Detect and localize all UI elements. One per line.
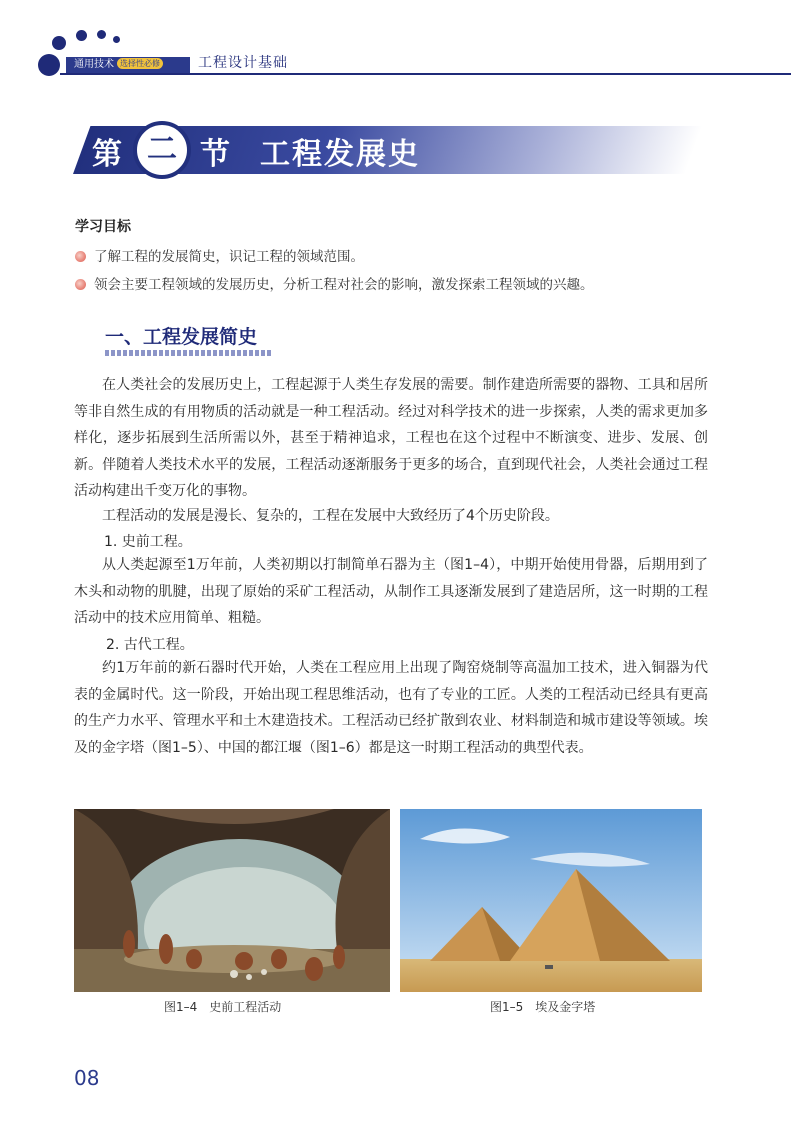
header-book-label: 通用技术 选择性必修 [66, 57, 190, 73]
figure-caption: 图1–5 埃及金字塔 [490, 1000, 596, 1014]
header-rule [60, 73, 791, 75]
header-dot [76, 30, 87, 41]
pyramids-photo [400, 809, 702, 992]
figure-pyramids [400, 809, 702, 992]
bullet-icon [75, 251, 86, 262]
header-dot-large [38, 54, 60, 76]
figure-prehistoric-cave [74, 809, 390, 992]
stage-heading: 2. 古代工程。 [106, 637, 194, 653]
cave-illustration [74, 809, 390, 992]
page-number: 08 [74, 1066, 100, 1090]
header-sub-badge: 选择性必修 [117, 58, 163, 69]
goal-item: 了解工程的发展简史，识记工程的领域范围。 [75, 245, 364, 265]
goal-item: 领会主要工程领域的发展历史，分析工程对社会的影响，激发探索工程领域的兴趣。 [75, 273, 594, 293]
section-number: 二 [147, 132, 177, 167]
subsection-title: 一、工程发展简史 [105, 326, 258, 348]
bullet-icon [75, 279, 86, 290]
section-title: 工程发展史 [260, 137, 420, 172]
paragraph: 约1万年前的新石器时代开始，人类在工程应用上出现了陶窑烧制等高温加工技术，进入铜器为代表的金属时代。这一阶段，开始出现工程思维活动，也有了专业的工匠。人类的工程活动已经具有更高的生产力水平、管理水平和土木建造技术。工程活动已经扩散到农业、材料制造和城市建设等领域。埃及的金字塔（图1–5）、中国的都江堰（图1–6）都是这一时期工程活动的典型代表。 [74, 660, 708, 756]
header-dot [113, 36, 120, 43]
section-number-circle [133, 121, 191, 179]
paragraph: 工程活动的发展是漫长、复杂的，工程在发展中大致经历了4个历史阶段。 [102, 508, 559, 524]
header-chapter-title: 工程设计基础 [198, 55, 288, 71]
header-dot [97, 30, 106, 39]
section-jie: 节 [200, 137, 230, 172]
paragraph: 从人类起源至1万年前，人类初期以打制简单石器为主（图1–4），中期开始使用骨器，后期用到了木头和动物的肌腱，出现了原始的采矿工程活动，从制作工具逐渐发展到了建造居所，这一时期的工程活动中的技术应用简单、粗糙。 [74, 557, 708, 627]
goals-heading: 学习目标 [75, 219, 131, 235]
figure-caption: 图1–4 史前工程活动 [164, 1000, 282, 1014]
stage-heading: 1. 史前工程。 [104, 534, 192, 550]
section-di: 第 [92, 137, 122, 172]
subsection-underline [105, 350, 273, 356]
paragraph: 在人类社会的发展历史上，工程起源于人类生存发展的需要。制作建造所需要的器物、工具和居所等非自然生成的有用物质的活动就是一种工程活动。经过对科学技术的进一步探索，人类的需求更加多样化，逐步拓展到生活所需以外，甚至于精神追求，工程也在这个过程中不断演变、进步、发展、创新。伴随着人类技术水平的发展，工程活动逐渐服务于更多的场合，直到现代社会，人类社会通过工程活动构建出千变万化的事物。 [74, 377, 708, 500]
header-dot [52, 36, 66, 50]
